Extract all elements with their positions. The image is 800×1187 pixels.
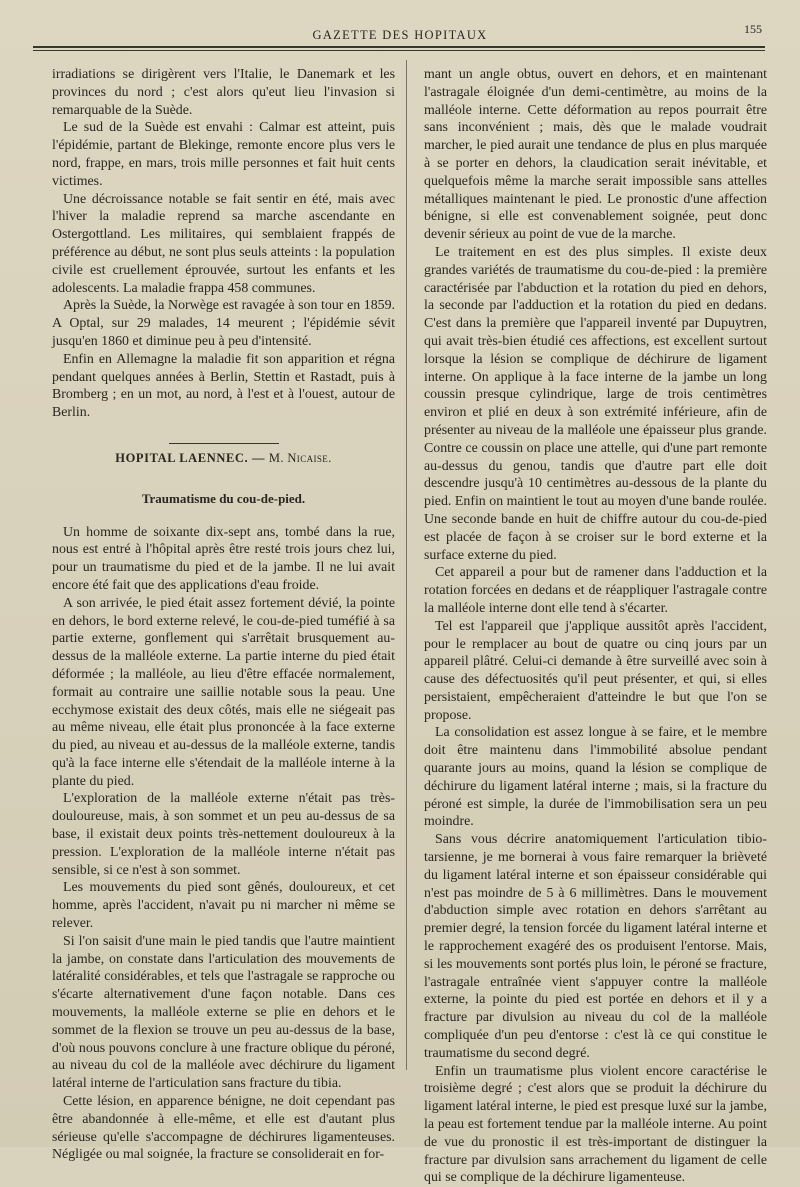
paragraph: Cette lésion, en apparence bénigne, ne doit cependant pas être abandonnée à elle-même, et elle est d'autant plus sérieuse qu'elle s'accompagne de déchirures ligamenteuses. Négligée ou mal soignée, la fracture se consoliderait en for-: [52, 1094, 395, 1163]
article-title: Traumatisme du cou-de-pied.: [141, 490, 306, 506]
paragraph: Les mouvements du pied sont gênés, douloureux, et cet homme, après l'accident, n'avait pu ni marcher ni même se relever.: [52, 880, 395, 932]
section-divider-ornament: [52, 430, 395, 436]
paragraph: Une décroissance notable se fait sentir en été, mais avec l'hiver la maladie reprend sa marche ascendante en Ostergottland. Les militaires, qui semblaient frappés de préférence au début, ne sont plus seuls atteints : la population civile est cruellement éprouvée, surtout les enfants et les adolescents. La maladie frappa 458 communes.: [52, 191, 395, 296]
paragraph: Après la Suède, la Norwège est ravagée à son tour en 1859. A Optal, sur 29 malades, 14 meurent ; l'épidémie sévit jusqu'en 1860 et diminue peu à peu d'intensité.: [52, 298, 395, 349]
paragraph: mant un angle obtus, ouvert en dehors, et en maintenant l'astragale éloignée d'un demi-centimètre, au moins de la malléole interne. Cette déformation au repos pourrait être sans inconvénient ; mais, dès que le malade voudrait marcher, le pied aurait une tendance de plus en plus marquée à se porter en dehors, la claudication serait inévitable, et quelquefois même la marche serait impossible sans attelles métalliques maintenant le pied. Le pronostic d'une affection bénigne, si elle est convenablement soignée, peut donc devenir sérieux au point de vue de la marche.: [424, 67, 767, 243]
paragraph: irradiations se dirigèrent vers l'Italie, le Danemark et les provinces du nord ; c'est alors qu'eut lieu l'invasion si remarquable de la Suède.: [52, 67, 395, 118]
paragraph: Tel est l'appareil que j'applique aussitôt après l'accident, pour le remplacer au bout de quatre ou cinq jours par un appareil plâtré. Celui-ci demande à être surveillé avec soin à cause des défectuosités qu'il peut présenter, et qui, si elles persistaient, empêcheraient d'atteindre le but que l'on se propose.: [424, 618, 767, 723]
paragraph: Sans vous décrire anatomiquement l'articulation tibio-tarsienne, je me bornerai à vous faire remarquer la brièveté du ligament latéral interne et son épaisseur considérable qui n'est pas moindre de 5 à 6 millimètres. Dans le mouvement d'abduction simple avec rotation en dehors s'arrêtant au premier degré, la tension forcée du ligament latéral interne et le rapprochement exagéré des os produisent l'entorse. Mais, si les mouvements sont portés plus loin, le péroné se fracture, l'astragale entraînée vient s'appuyer contre la malléole externe, la pointe du pied est portée en dehors et il y a fracture par divulsion au niveau du col de la malléole compliquée d'un peu d'entorse : c'est là ce qui constitue le traumatisme du second degré.: [424, 832, 767, 1061]
header-rule-thick: [33, 46, 765, 48]
page-number: 155: [744, 22, 762, 36]
paragraph: La consolidation est assez longue à se faire, et le membre doit être maintenu dans l'immobilité absolue pendant quarante jours au moins, quand la lésion se complique de déchirure du ligament latéral interne ; mais, si la fracture du péroné est simple, la durée de l'immobilisation sera un peu moindre.: [424, 725, 767, 830]
paragraph: Le sud de la Suède est envahi : Calmar est atteint, puis l'épidémie, partant de Blekinge, remonte encore plus vers le nord, frappe, en mars, trois mille personnes et fait huit cents victimes.: [52, 120, 395, 189]
paragraph: Un homme de soixante dix-sept ans, tombé dans la rue, nous est entré à l'hôpital après être resté trois jours chez lui, pour un traumatisme du pied et de la jambe. Il ne lui avait encore été fait que des applications d'eau froide.: [52, 524, 395, 593]
right-column: [424, 66, 767, 1187]
paragraph: Cet appareil a pour but de ramener dans l'adduction et la rotation forcées en dedans et de réappliquer l'astragale contre la malléole interne dont elle tend à s'écarter.: [424, 565, 767, 616]
paragraph: A son arrivée, le pied était assez fortement dévié, la pointe en dehors, le bord externe relevé, le cou-de-pied tuméfié à sa partie externe, gonflement qui s'arrêtait brusquement au-dessus de la malléole externe. La partie interne du pied était déformée ; la malléole, au lieu d'être effacée normalement, formait au contraire une saillie notable sous la peau. Une ecchymose existait des deux côtés, mais elle ne siégeait pas au même niveau, elle était plus prononcée à la face externe du pied, au niveau et au-dessus de la malléole externe, tandis qu'à la face interne elle s'étendait de la malléole interne à la plante du pied.: [52, 595, 395, 789]
section-author: M. Nicaise.: [268, 450, 332, 465]
section-title: [52, 450, 395, 468]
paragraph: Si l'on saisit d'une main le pied tandis que l'autre maintient la jambe, on constate dans l'articulation des mouvements de latéralité considérables, et tels que l'astragale se rapproche ou s'écarte alternativement d'une façon notable. Dans ces mouvements, la malléole externe se plie en dehors et le sommet de la flexion se trouve un peu au-dessus de la base, d'où nous pouvons conclure à une fracture oblique du péroné, au niveau du col de la malléole avec déchirure du ligament latéral interne de l'articulation sans fracture du tibia.: [52, 933, 395, 1092]
journal-title: GAZETTE DES HOPITAUX: [312, 28, 488, 42]
hospital-name: HOPITAL LAENNEC. —: [115, 450, 266, 465]
paragraph: Enfin en Allemagne la maladie fit son apparition et régna pendant quelques années à Berlin, Stettin et Rastadt, puis à Bromberg ; en un mot, au nord, à l'est et à l'ouest, autour de Berlin.: [52, 351, 395, 421]
paragraph: Enfin un traumatisme plus violent encore caractérise le troisième degré ; c'est alors que se produit la déchirure du ligament latéral interne, le pied est presque luxé sur la jambe, la peau est fortement tendue par la malléole interne. Au point de vue du pronostic il est très-important de distinguer la fracture par divulsion sans arrachement du ligament de celle qui se complique de la déchirure ligamenteuse.: [424, 1063, 767, 1186]
paragraph: Le traitement en est des plus simples. Il existe deux grandes variétés de traumatisme du cou-de-pied : la première caractérisée par l'abduction et la rotation du pied en dehors, la seconde par l'adduction et la rotation du pied en dedans. C'est dans la première que l'appareil inventé par Dupuytren, qui avait très-bien étudié ces affections, est excellent surtout lorsque la lésion se complique de déchirure de ligament interne. On applique à la face interne de la jambe un long coussin presque cylindrique, large de trois centimètres environ et plié en deux à son extrémité inférieure, afin de présenter au niveau de la malléole une épaisseur plus grande. Contre ce coussin on place une attelle, qui d'une part remonte au-dessus du genou, tandis que d'autre part elle doit descendre jusqu'à 10 centimètres au-dessous de la plante du pied. Enfin on maintient le tout au moyen d'une bande roulée. Une seconde bande en huit de chiffre autour du cou-de-pied est placée de façon à se croiser sur le bord externe et la surface externe du pied.: [424, 244, 767, 563]
left-column: [52, 66, 395, 1164]
paragraph: L'exploration de la malléole externe n'était pas très-douloureuse, mais, à son sommet et un peu au-dessus de sa base, il existait deux points très-nettement douloureux à la pression. L'exploration de la malléole interne n'était pas sensible, si ce n'est à son sommet.: [52, 791, 395, 878]
header-rule-thin: [33, 50, 765, 51]
column-divider: [406, 60, 407, 1070]
